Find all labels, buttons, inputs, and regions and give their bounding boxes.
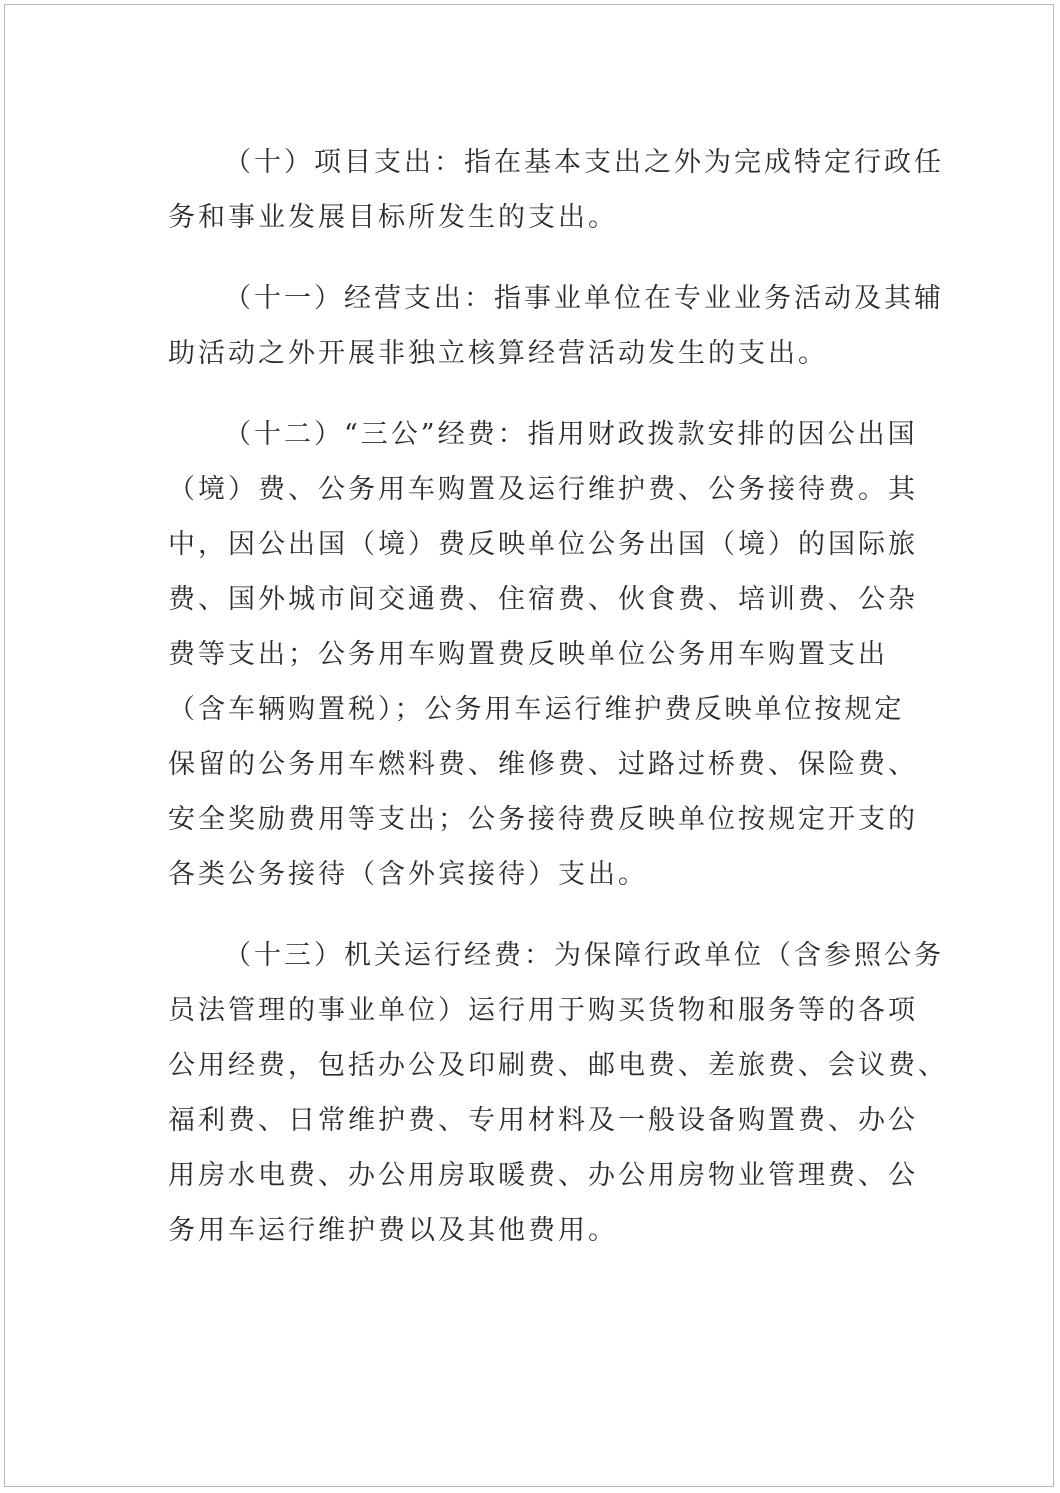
text-line: （十三）机关运行经费：为保障行政单位（含参照公务 bbox=[224, 940, 944, 971]
text-line: （十一）经营支出：指事业单位在专业业务活动及其辅 bbox=[224, 283, 944, 314]
text-line: （境）费、公务用车购置及运行维护费、公务接待费。其 bbox=[168, 474, 918, 505]
text-line: 保留的公务用车燃料费、维修费、过路过桥费、保险费、 bbox=[168, 749, 918, 780]
text-line: （十）项目支出：指在基本支出之外为完成特定行政任 bbox=[224, 147, 944, 178]
document-page bbox=[4, 4, 1054, 1487]
text-line: 公用经费，包括办公及印刷费、邮电费、差旅费、会议费、 bbox=[168, 1050, 948, 1081]
text-line: （十二）“三公”经费：指用财政拨款安排的因公出国 bbox=[224, 419, 918, 450]
text-line: （含车辆购置税）；公务用车运行维护费反映单位按规定 bbox=[168, 694, 905, 725]
text-line: 安全奖励费用等支出；公务接待费反映单位按规定开支的 bbox=[168, 804, 918, 835]
document-body bbox=[168, 135, 948, 1284]
text-line: 费、国外城市间交通费、住宿费、伙食费、培训费、公杂 bbox=[168, 584, 918, 615]
paragraph-item-11 bbox=[168, 271, 944, 381]
text-line: 用房水电费、办公用房取暖费、办公用房物业管理费、公 bbox=[168, 1160, 918, 1191]
text-line: 助活动之外开展非独立核算经营活动发生的支出。 bbox=[168, 338, 828, 369]
paragraph-item-13 bbox=[168, 928, 948, 1258]
text-line: 中，因公出国（境）费反映单位公务出国（境）的国际旅 bbox=[168, 529, 918, 560]
paragraph-item-12 bbox=[168, 407, 928, 902]
text-line: 员法管理的事业单位）运行用于购买货物和服务等的各项 bbox=[168, 995, 918, 1026]
text-line: 务用车运行维护费以及其他费用。 bbox=[168, 1215, 618, 1246]
text-line: 务和事业发展目标所发生的支出。 bbox=[168, 202, 618, 233]
text-line: 各类公务接待（含外宾接待）支出。 bbox=[168, 859, 648, 890]
text-line: 费等支出；公务用车购置费反映单位公务用车购置支出 bbox=[168, 639, 888, 670]
text-line: 福利费、日常维护费、专用材料及一般设备购置费、办公 bbox=[168, 1105, 918, 1136]
paragraph-item-10 bbox=[168, 135, 944, 245]
